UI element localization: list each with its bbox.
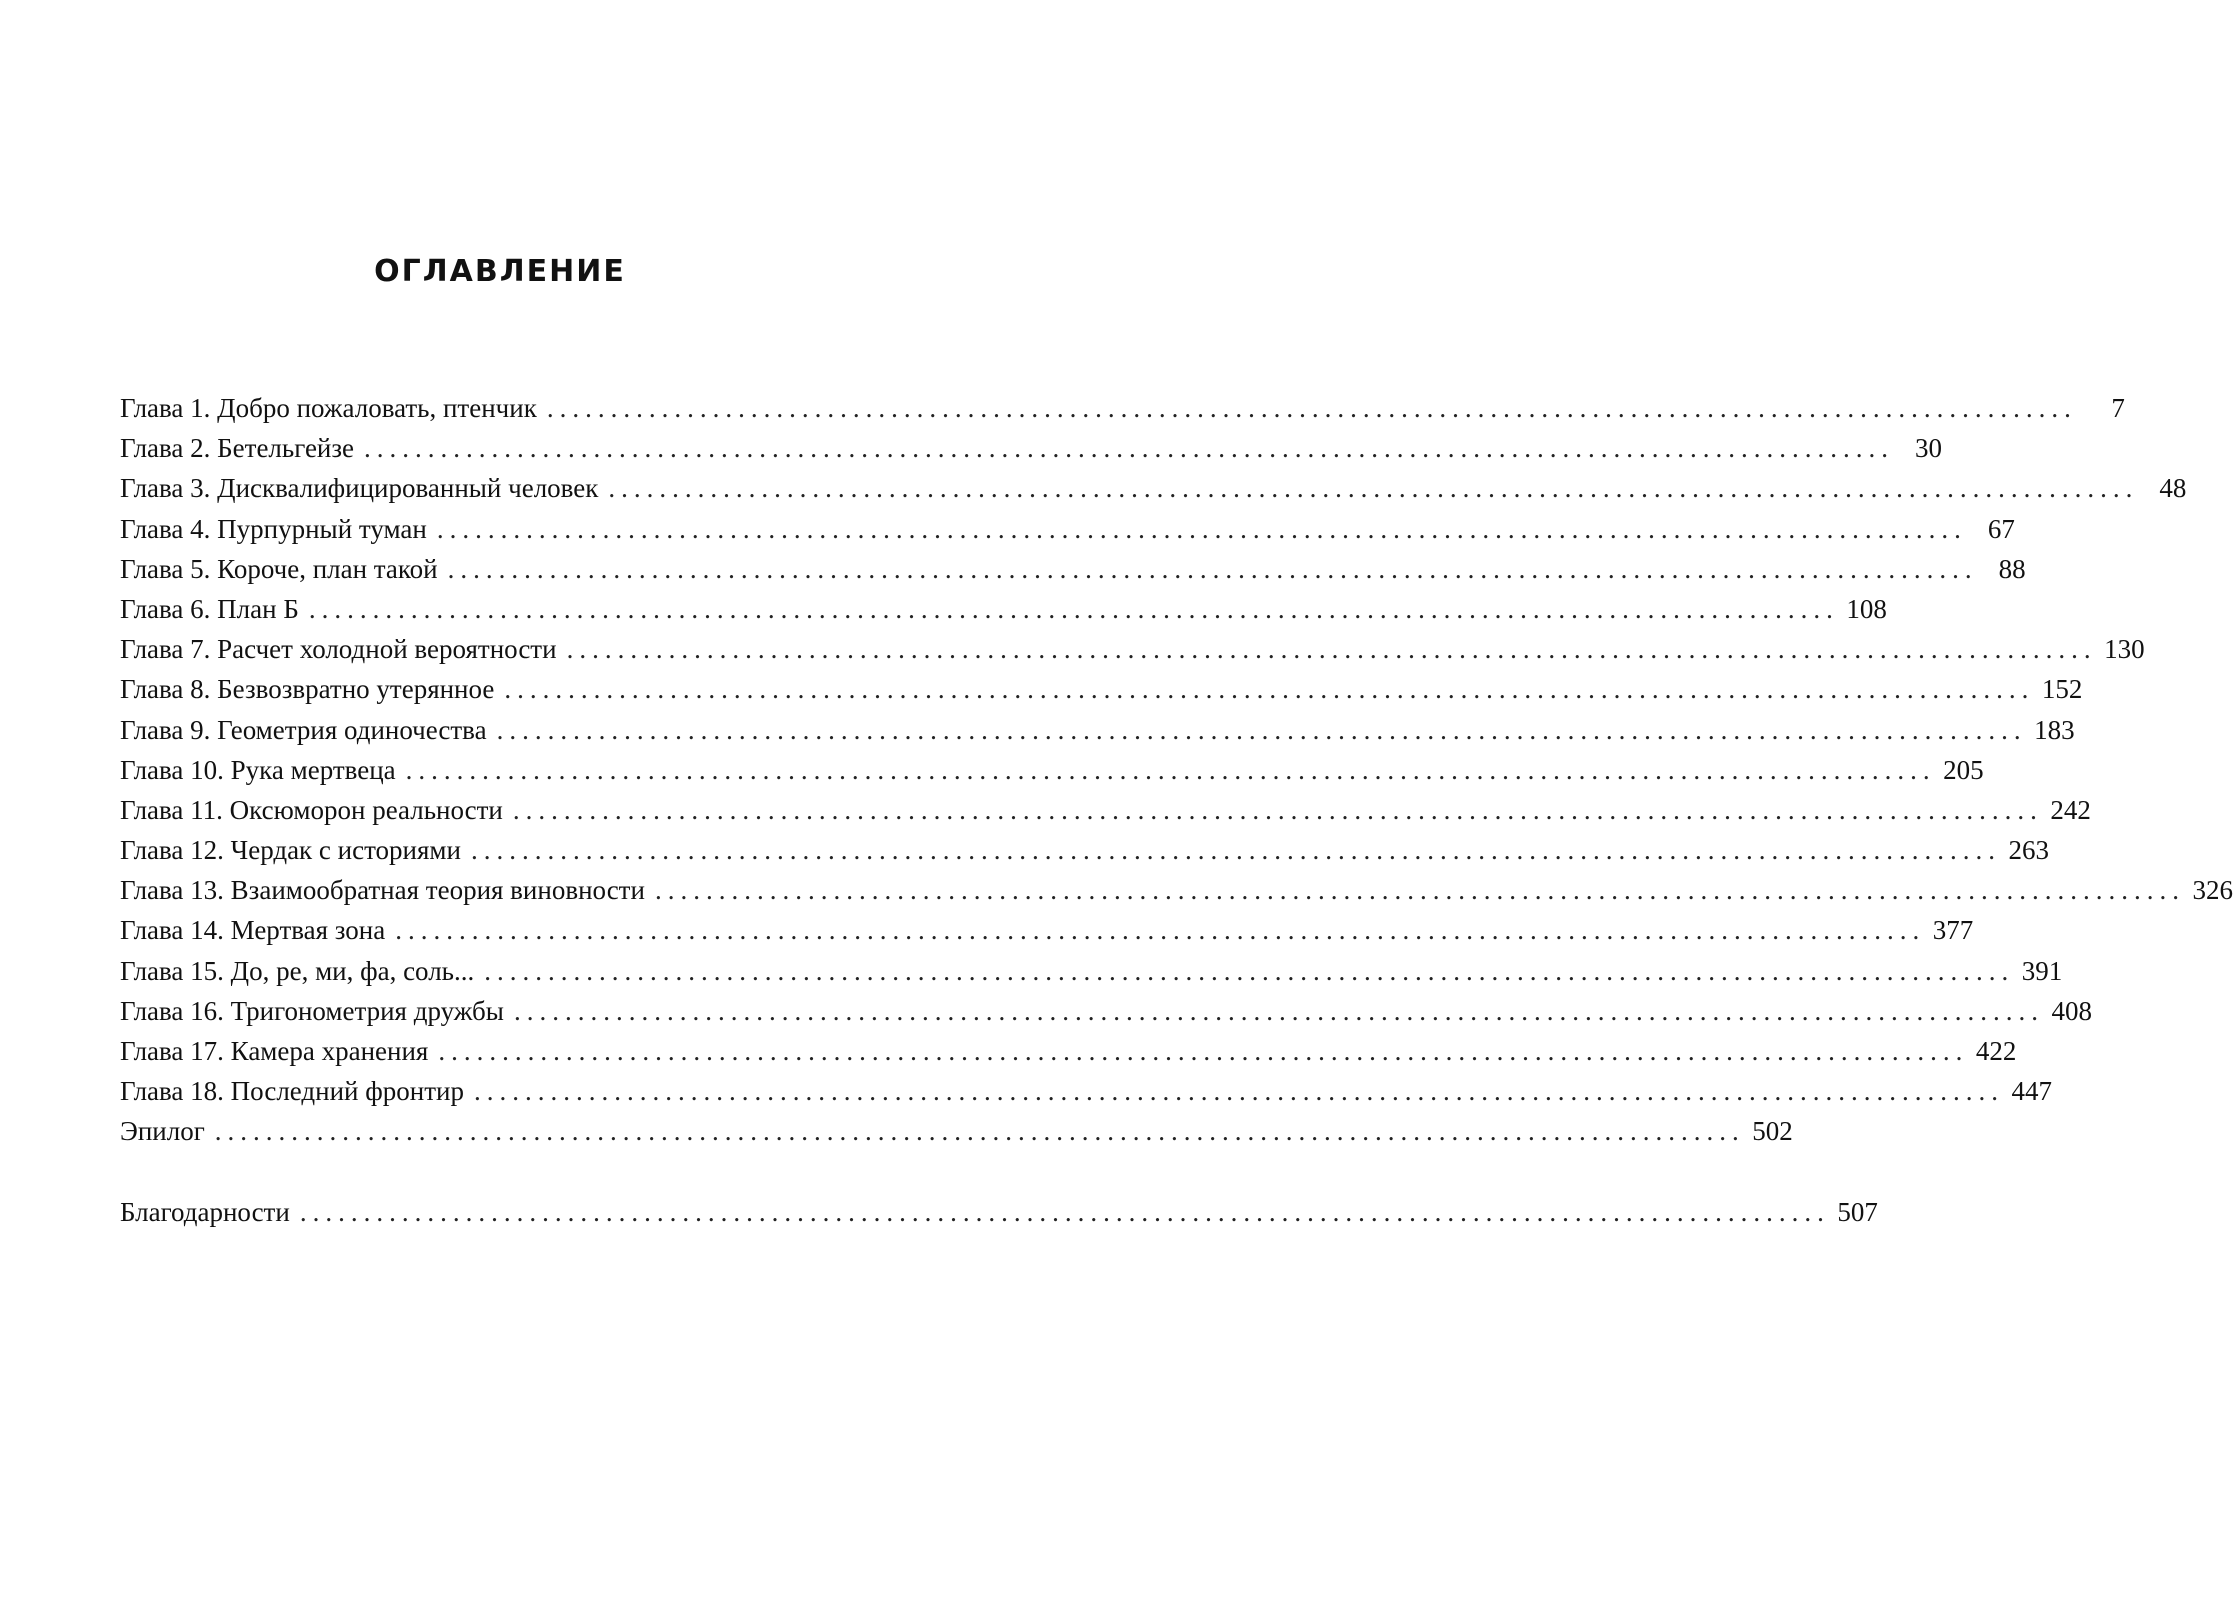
toc-entry xyxy=(120,428,1943,468)
toc-entry-page: 377 xyxy=(1932,915,1974,946)
toc-entry-page: 130 xyxy=(2104,634,2145,665)
toc-entry xyxy=(120,468,2187,508)
toc-entry-label: Глава 2. Бетельгейзе xyxy=(120,433,355,464)
toc-entry xyxy=(120,991,2092,1031)
toc-leader-dots: ........................................................................................................................ xyxy=(364,433,1895,464)
toc-entry-page: 408 xyxy=(2051,995,2092,1026)
toc-entry xyxy=(120,790,2091,830)
toc-entry-label: Глава 17. Камера хранения xyxy=(120,1036,429,1066)
toc-entry-page: 88 xyxy=(1998,553,2026,584)
toc-entry xyxy=(120,1192,1878,1232)
toc-leader-dots: ........................................................................................................................ xyxy=(473,1076,2004,1107)
toc-entry-page: 326 xyxy=(2192,875,2233,906)
toc-leader-dots: ........................................................................................................................ xyxy=(546,393,2077,423)
toc-entry-page: 263 xyxy=(2008,835,2049,866)
toc-entry-page: 447 xyxy=(2011,1076,2052,1107)
toc-entry xyxy=(120,509,2015,549)
toc-entry-page: 422 xyxy=(1975,1036,2017,1066)
toc-entry-page: 152 xyxy=(2041,674,2083,705)
toc-entry-label: Глава 15. До, ре, ми, фа, соль... xyxy=(120,955,475,986)
toc-entry-label: Глава 9. Геометрия одиночества xyxy=(120,714,487,745)
toc-leader-dots: ........................................................................................................................ xyxy=(654,875,2185,906)
toc-leader-dots: ........................................................................................................................ xyxy=(214,1116,1745,1147)
toc-entry xyxy=(120,1071,2052,1111)
toc-entry-label: Глава 7. Расчет холодной вероятности xyxy=(120,634,557,665)
toc-leader-dots: ........................................................................................................................ xyxy=(447,553,1978,584)
toc-entry xyxy=(120,870,2233,910)
toc-leader-dots: ........................................................................................................................ xyxy=(436,513,1967,544)
toc-entry-label: Глава 3. Дисквалифицированный человек xyxy=(120,473,599,504)
toc-entry-page: 183 xyxy=(2034,714,2075,745)
toc-entry-page: 502 xyxy=(1752,1116,1793,1147)
table-of-contents xyxy=(120,388,2233,1232)
toc-entry-label: Глава 4. Пурпурный туман xyxy=(120,513,427,544)
toc-leader-dots: ........................................................................................................................ xyxy=(470,835,2001,866)
toc-entry-page: 48 xyxy=(2159,473,2187,504)
toc-entry-label: Глава 1. Добро пожаловать, птенчик xyxy=(120,393,537,423)
toc-entry-label: Глава 12. Чердак с историями xyxy=(120,835,461,866)
toc-leader-dots: ........................................................................................................................ xyxy=(438,1036,1969,1066)
toc-entry-page: 507 xyxy=(1837,1196,1878,1227)
toc-leader-dots: ........................................................................................................................ xyxy=(504,674,2035,705)
toc-leader-dots: ........................................................................................................................ xyxy=(566,634,2097,665)
toc-entry-label: Глава 10. Рука мертвеца xyxy=(120,754,396,785)
toc-leader-dots: ........................................................................................................................ xyxy=(513,995,2044,1026)
toc-leader-dots: ........................................................................................................................ xyxy=(484,955,2015,986)
toc-leader-dots: ........................................................................................................................ xyxy=(308,593,1839,624)
toc-entry xyxy=(120,589,1887,629)
toc-entry xyxy=(120,549,2026,589)
toc-entry xyxy=(120,1111,1793,1151)
toc-entry-label: Глава 5. Короче, план такой xyxy=(120,553,438,584)
toc-entry xyxy=(120,710,2075,750)
toc-entry-label: Эпилог xyxy=(120,1116,205,1147)
toc-leader-dots: ........................................................................................................................ xyxy=(395,915,1926,946)
toc-entry xyxy=(120,830,2049,870)
toc-entry-page: 7 xyxy=(2111,393,2125,423)
toc-entry xyxy=(120,951,2063,991)
toc-entry-page: 108 xyxy=(1846,593,1887,624)
toc-leader-dots: ........................................................................................................................ xyxy=(405,754,1936,785)
toc-leader-dots: ........................................................................................................................ xyxy=(608,473,2139,504)
toc-entry xyxy=(120,669,2083,709)
toc-entry-page: 205 xyxy=(1943,754,1984,785)
page-title: ОГЛАВЛЕНИЕ xyxy=(374,254,626,289)
toc-entry xyxy=(120,910,1974,950)
toc-leader-dots: ........................................................................................................................ xyxy=(299,1196,1830,1227)
toc-leader-dots: ........................................................................................................................ xyxy=(496,714,2027,745)
toc-entry xyxy=(120,750,1984,790)
toc-entry-label: Глава 13. Взаимообратная теория виновности xyxy=(120,875,645,906)
toc-entry-label: Глава 16. Тригонометрия дружбы xyxy=(120,995,504,1026)
toc-entry-label: Глава 18. Последний фронтир xyxy=(120,1076,464,1107)
toc-entry xyxy=(120,629,2145,669)
toc-entry-page: 67 xyxy=(1987,513,2015,544)
toc-entry-page: 30 xyxy=(1915,433,1943,464)
toc-entry xyxy=(120,388,2125,428)
toc-entry-page: 242 xyxy=(2050,794,2091,825)
toc-entry-label: Глава 8. Безвозвратно утерянное xyxy=(120,674,495,705)
toc-entry-label: Глава 6. План Б xyxy=(120,593,299,624)
toc-entry-label: Глава 14. Мертвая зона xyxy=(120,915,386,946)
toc-entry xyxy=(120,1031,2017,1071)
toc-entry-page: 391 xyxy=(2021,955,2063,986)
toc-leader-dots: ........................................................................................................................ xyxy=(512,794,2043,825)
toc-entry-label: Благодарности xyxy=(120,1196,290,1227)
toc-entry-label: Глава 11. Оксюморон реальности xyxy=(120,794,503,825)
